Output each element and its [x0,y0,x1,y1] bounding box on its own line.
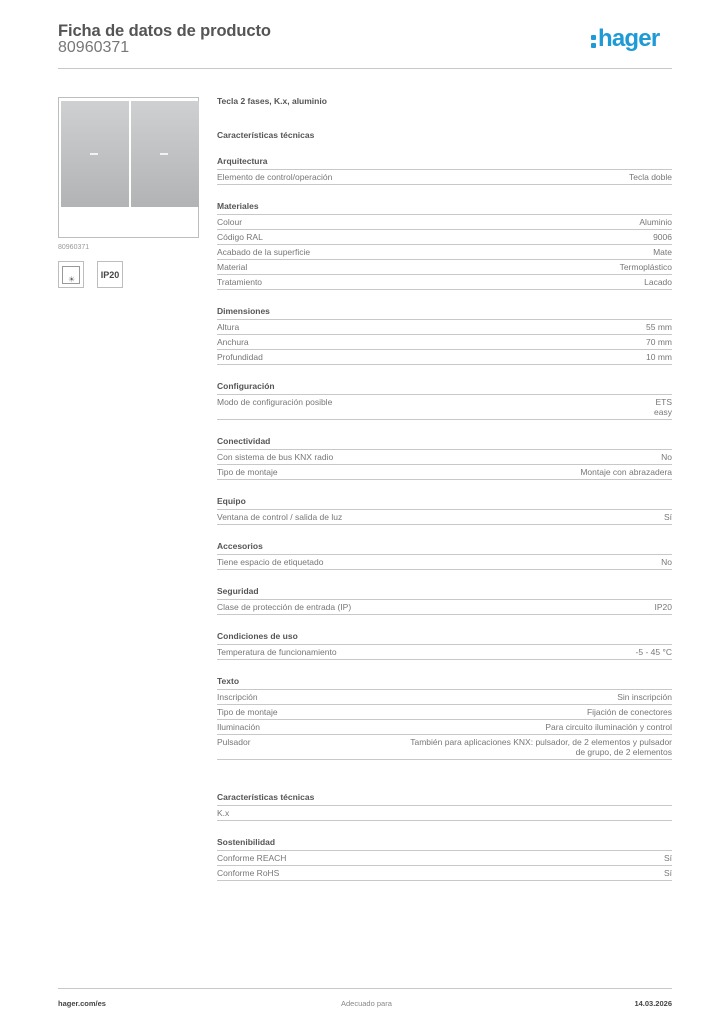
spec-value [646,337,672,347]
spec-row [217,275,672,290]
spec-group [217,306,672,365]
spec-value [620,262,672,272]
spec-value [410,737,672,757]
light-badge [58,261,84,288]
spec-row [217,600,672,615]
spec-row [217,705,672,720]
spec-value-line: 9006 [653,232,672,242]
spec-group-title: Condiciones de uso [217,631,672,645]
spec-label: Pulsador [217,737,251,747]
spec-group-title: Arquitectura [217,156,672,170]
spec-label: Colour [217,217,243,227]
led-indicator-icon [160,153,168,155]
spec-value [661,452,672,462]
spec-value-line: Sí [663,853,672,863]
spec-row [217,335,672,350]
spec-group [217,631,672,660]
spec-label: Ventana de control / salida de luz [217,512,343,522]
spec-value-line: 10 mm [646,352,672,362]
spec-row [217,555,672,570]
spec-group [217,436,672,480]
spec-row [217,450,672,465]
spec-value-line: easy [654,407,672,417]
spec-group [217,837,672,881]
light-icon: ☀ [68,274,76,284]
spec-label: Con sistema de bus KNX radio [217,452,334,462]
spec-value-line: Lacado [644,277,672,287]
spec-group-title: Sostenibilidad [217,837,672,851]
spec-group-title: Seguridad [217,586,672,600]
spec-value-line: -5 - 45 °C [635,647,672,657]
spec-row [217,645,672,660]
product-image-code: 80960371 [58,244,90,251]
spec-value [646,352,672,362]
spec-group-title: Accesorios [217,541,672,555]
spec-value [653,232,672,242]
footer-website[interactable]: hager.com/es [58,999,106,1008]
spec-group-title: Conectividad [217,436,672,450]
spec-value [580,467,672,477]
spec-value-line: Aluminio [639,217,672,227]
spec-row [217,245,672,260]
spec-label: Elemento de control/operación [217,172,333,182]
spec-value-line: Mate [653,247,672,257]
product-name: Tecla 2 fases, K.x, aluminio [217,96,327,106]
spec-row [217,465,672,480]
spec-group [217,201,672,290]
spec-group [217,381,672,420]
spec-value-line: Montaje con abrazadera [580,467,672,477]
spec-value [664,853,672,863]
spec-value [629,172,672,182]
spec-group-title: Materiales [217,201,672,215]
ip-badge: IP20 [97,261,123,288]
spec-label: Profundidad [217,352,263,362]
header-title: Ficha de datos de producto [58,22,271,40]
hager-logo: hager [591,27,659,51]
spec-group [217,541,672,570]
spec-value-line: Sí [663,868,672,878]
spec-value [664,512,672,522]
spec-group-title: Dimensiones [217,306,672,320]
spec-value-line: Termoplástico [619,262,672,272]
spec-row [217,260,672,275]
spec-value-line: ETS [655,397,672,407]
spec-value-line: Sin inscripción [617,692,672,702]
footer-divider [58,988,672,989]
footer-date: 14.03.2026 [634,999,672,1008]
spec-value-line: IP20 [654,602,672,612]
spec-value-line: Fijación de conectores [586,707,672,717]
spec-group-title: Equipo [217,496,672,510]
spec-sheet [217,96,672,881]
spec-value-line: Sí [663,512,672,522]
section-title: Características técnicas [217,130,315,140]
spec-label: Clase de protección de entrada (IP) [217,602,352,612]
spec-value-line: de grupo, de 2 elementos [575,747,672,757]
spec-value [664,868,672,878]
spec-value-line: Tecla doble [628,172,672,182]
spec-group-title: Configuración [217,381,672,395]
spec-value [545,722,672,732]
spec-value [644,277,672,287]
spec-row [217,690,672,705]
rocker-left [61,101,129,207]
spec-group [217,792,672,821]
spec-label: Conforme REACH [217,853,287,863]
spec-group [217,496,672,525]
spec-label: Temperatura de funcionamiento [217,647,337,657]
spec-row [217,510,672,525]
spec-group [217,586,672,615]
spec-label: Material [217,262,248,272]
spec-label: Altura [217,322,240,332]
spec-value [587,707,672,717]
footer-suitable-for: Adecuado para [341,999,392,1008]
spec-label: Inscripción [217,692,258,702]
spec-label: Tipo de montaje [217,467,278,477]
spec-group [217,676,672,760]
logo-colon-icon [591,31,596,47]
spec-label: Conforme RoHS [217,868,280,878]
spec-value-line: No [661,557,672,567]
spec-label: K.x [217,808,230,818]
spec-value [617,692,672,702]
spec-group [217,156,672,185]
spec-row [217,395,672,420]
spec-value-line: También para aplicaciones KNX: pulsador, de 2 elementos y pulsador [410,737,672,747]
spec-label: Iluminación [217,722,260,732]
spec-value-line: 70 mm [646,337,672,347]
spec-row [217,866,672,881]
spec-row [217,170,672,185]
spec-value [636,647,672,657]
spec-label: Tratamiento [217,277,263,287]
spec-row [217,720,672,735]
spec-value-line: Para circuito iluminación y control [545,722,672,732]
header-product-code: 80960371 [58,39,130,56]
spec-row [217,320,672,335]
spec-group-title: Características técnicas [217,792,672,806]
spec-label: Tiene espacio de etiquetado [217,557,324,567]
spec-row [217,735,672,760]
spec-value [654,397,672,417]
spec-label: Modo de configuración posible [217,397,333,407]
product-image [58,97,199,238]
spec-value [653,247,672,257]
spec-label: Código RAL [217,232,263,242]
spec-value [661,557,672,567]
spec-row [217,851,672,866]
spec-row [217,215,672,230]
spec-label: Acabado de la superficie [217,247,311,257]
header-divider [58,68,672,69]
spec-label: Anchura [217,337,249,347]
spec-value [646,322,672,332]
spec-label: Tipo de montaje [217,707,278,717]
spec-value-line: No [661,452,672,462]
spec-value [639,217,672,227]
spec-row [217,350,672,365]
spec-row [217,230,672,245]
spec-value [655,602,673,612]
spec-row [217,806,672,821]
led-indicator-icon [90,153,98,155]
spec-group-title: Texto [217,676,672,690]
spec-value-line: 55 mm [646,322,672,332]
rocker-right [131,101,199,207]
